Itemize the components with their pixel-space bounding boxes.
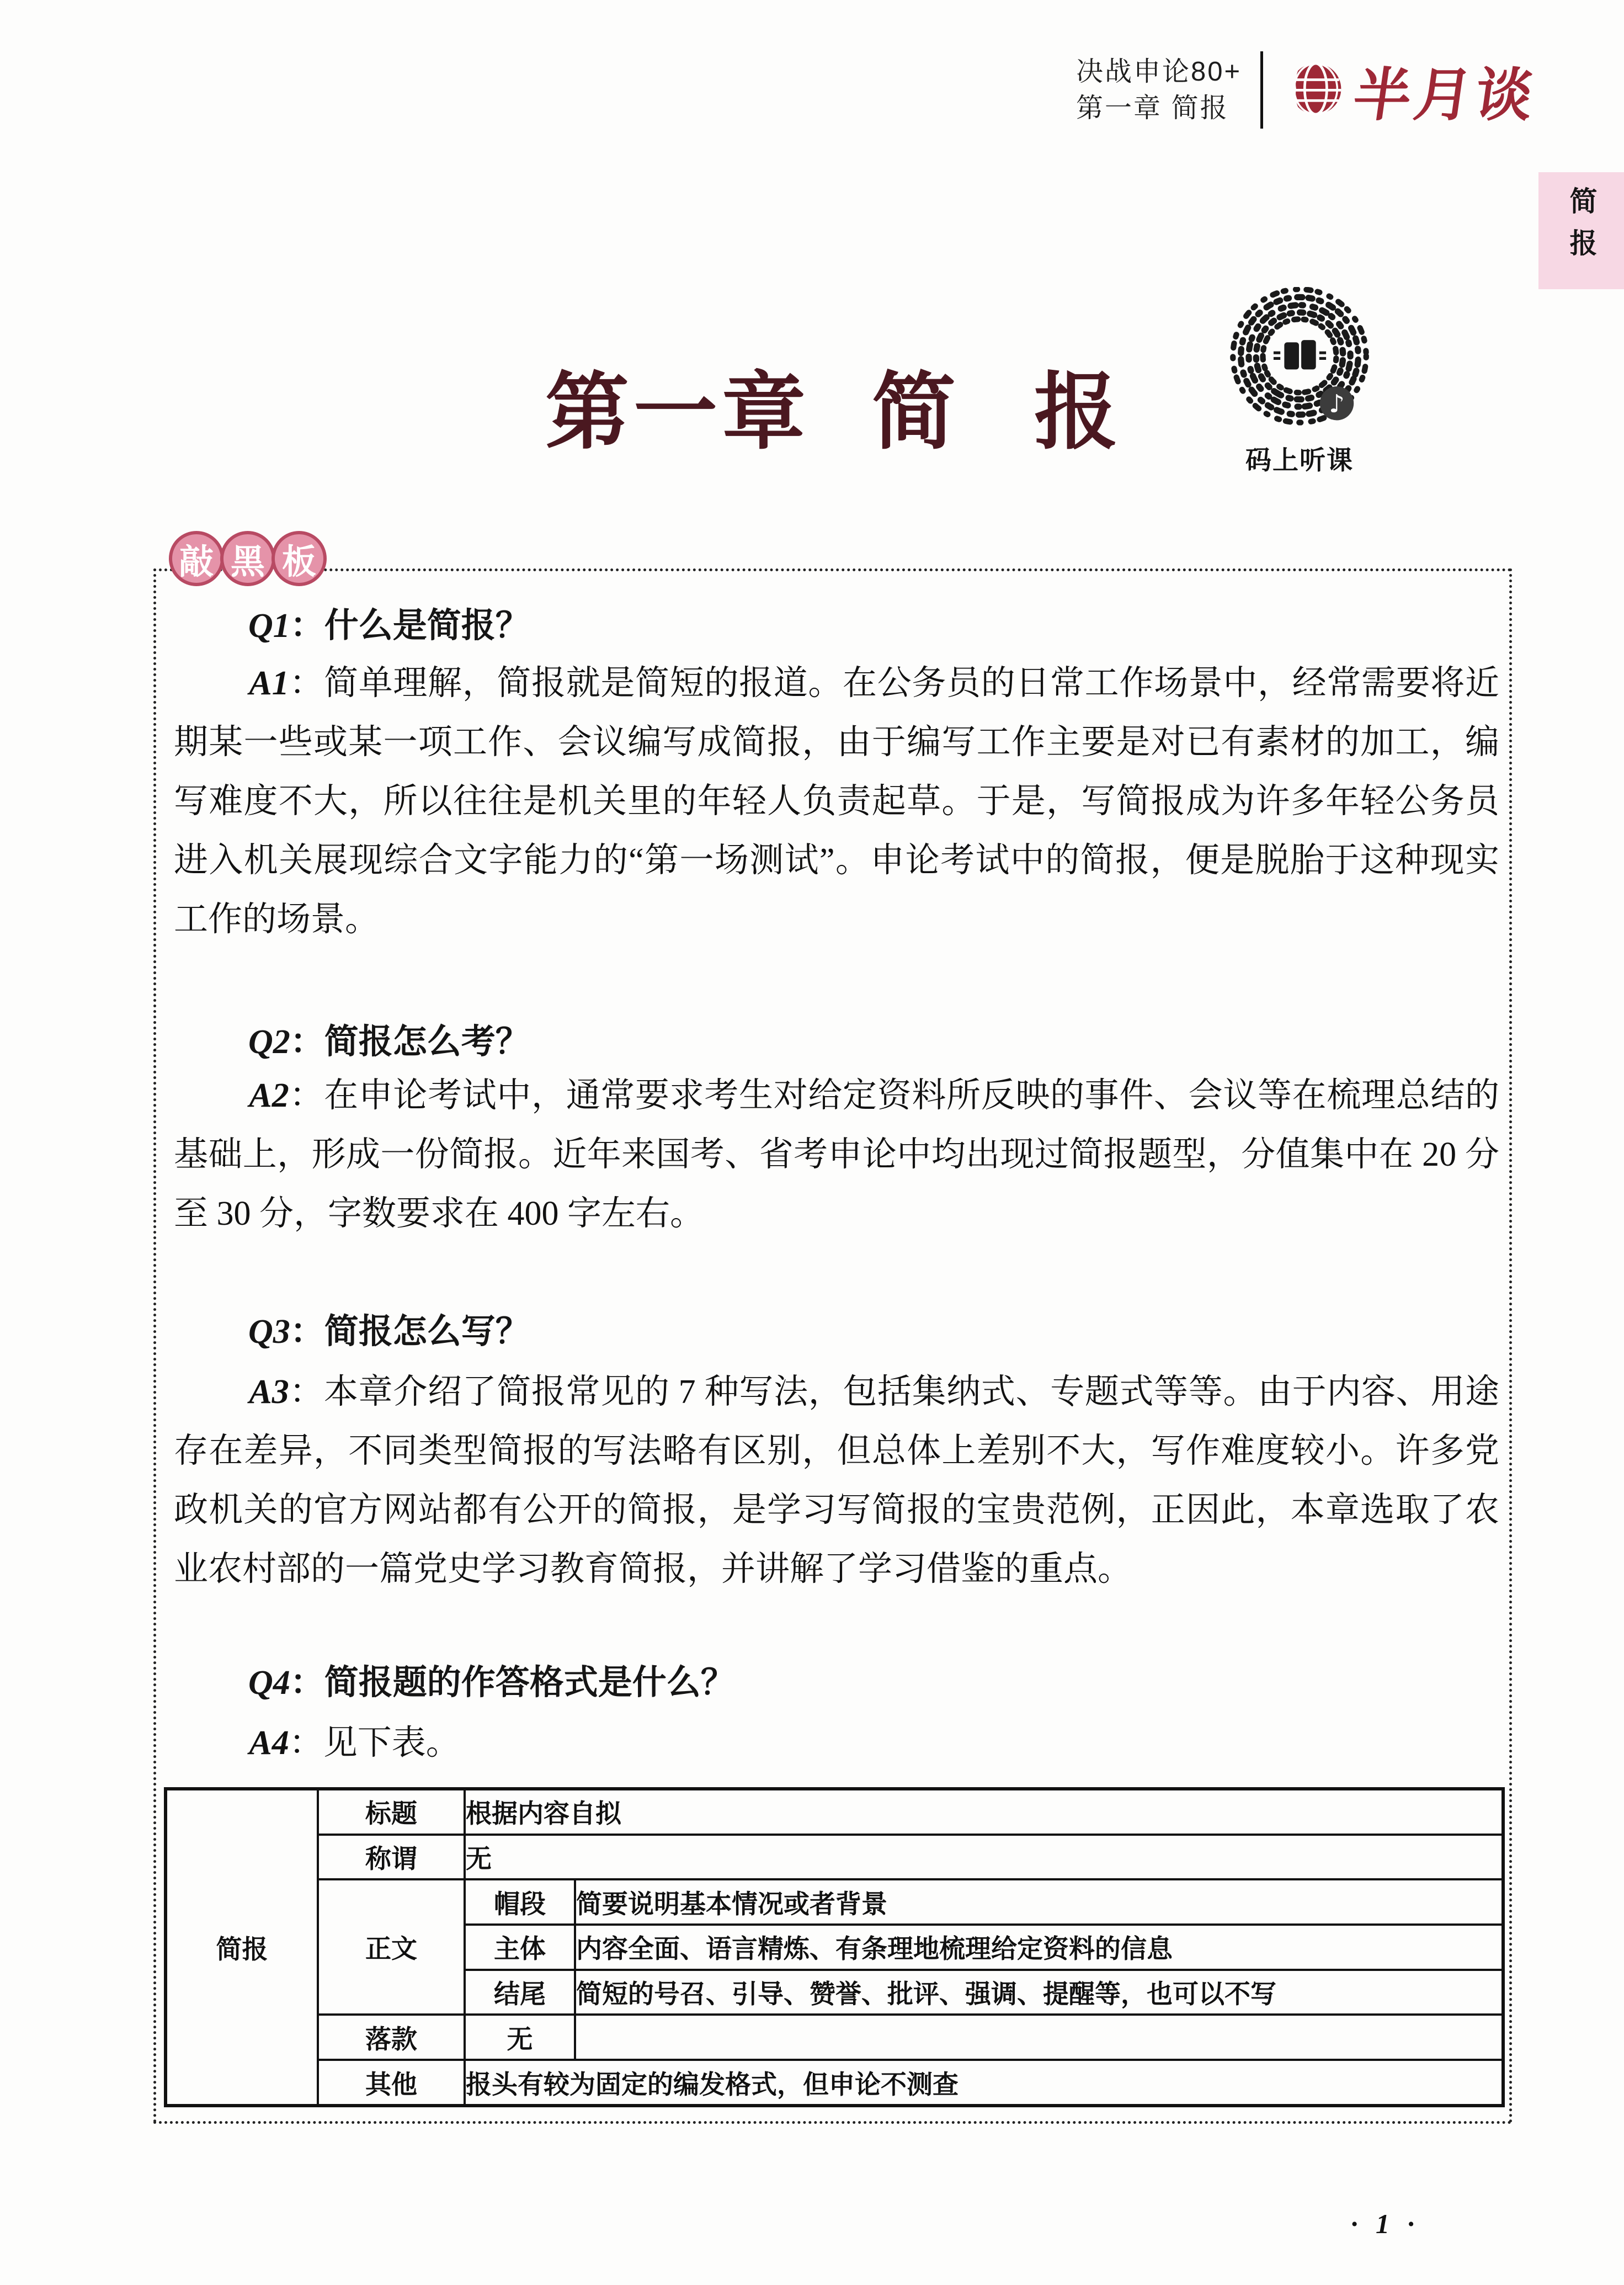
cell-title-label: 标题: [318, 1789, 465, 1835]
answer-4: [174, 1714, 1499, 1773]
cell-signoff-content: 无: [465, 2015, 575, 2060]
a4-text: ：见下表。: [289, 1724, 460, 1762]
badge-circle-2: 黑: [220, 531, 275, 586]
cell-cap-content: 简要说明基本情况或者背景: [575, 1879, 1503, 1925]
answer-2: [174, 1066, 1499, 1244]
globe-icon: [1282, 56, 1347, 124]
chapter-number: 第一章: [545, 366, 810, 459]
a1-text: ：简单理解，简报就是简短的报道。在公务员的日常工作场景中，经常需要将近期某一些或某一项工作、会议编写成简报，由于编写工作主要是对已有素材的加工，编写难度不大，所以往往是机关里的年轻人负责起草。于是，写简报成为许多年轻公务员进入机关展现综合文字能力的“第一场测试”。申论考试中的简报，便是脱胎于这种现实工作的场景。: [174, 665, 1499, 938]
a3-text: ：本章介绍了简报常见的 7 种写法，包括集纳式、专题式等等。由于内容、用途存在差异，不同类型简报的写法略有区别，但总体上差别不大，写作难度较小。许多党政机关的官方网站都有公开的简报，是学习写简报的宝贵范例，正因此，本章选取了农业农村部的一篇党史学习教育简报，并讲解了学习借鉴的重点。: [174, 1373, 1499, 1588]
q2-label: Q2: [248, 1023, 290, 1061]
cell-salutation-content: 无: [465, 1835, 1503, 1880]
header-chapter-title: 第一章 简报: [1076, 93, 1229, 123]
brand-name: 半月谈: [1349, 64, 1541, 127]
chapter-side-tab: [1538, 172, 1624, 289]
cell-main-content: 内容全面、语言精炼、有条理地梳理给定资料的信息: [575, 1925, 1503, 1970]
cell-signoff-label: 落款: [318, 2015, 465, 2060]
table-row-signoff: [166, 2015, 1503, 2060]
answer-3: [174, 1363, 1499, 1599]
cell-other-content: 报头有较为固定的编发格式，但申论不测查: [465, 2060, 1503, 2106]
qr-caption: 码上听课: [1245, 445, 1354, 475]
brand-logo: [1282, 49, 1541, 131]
cell-end-label: 结尾: [465, 1970, 575, 2015]
a3-label: A3: [249, 1373, 289, 1411]
table-row-title: [166, 1789, 1503, 1835]
cell-main-label: 主体: [465, 1925, 575, 1970]
header-divider: [1260, 51, 1263, 129]
q4-text: ：简报题的作答格式是什么？: [290, 1664, 735, 1702]
q4-label: Q4: [248, 1664, 290, 1702]
question-3: [248, 1302, 530, 1362]
table-row-body-cap: [166, 1879, 1503, 1925]
qa-content-box: [153, 568, 1512, 2124]
a1-label: A1: [249, 665, 289, 702]
format-table-wrap: [164, 1787, 1505, 2107]
a2-text: ：在申论考试中，通常要求考生对给定资料所反映的事件、会议等在梳理总结的基础上，形成一份简报。近年来国考、省考申论中均出现过简报题型，分值集中在 20 分至 30 分，字数要求在 400 字左右。: [174, 1077, 1499, 1232]
table-row-other: [166, 2060, 1503, 2106]
q3-label: Q3: [248, 1313, 290, 1351]
table-row-salutation: [166, 1835, 1503, 1880]
question-1: [248, 596, 530, 656]
briefing-format-table: [164, 1787, 1505, 2107]
a4-label: A4: [249, 1724, 289, 1762]
cell-signoff-blank: [575, 2015, 1503, 2060]
cell-salutation-label: 称谓: [318, 1835, 465, 1880]
cell-other-label: 其他: [318, 2060, 465, 2106]
question-4: [248, 1653, 735, 1713]
q2-text: ：简报怎么考？: [290, 1023, 530, 1061]
cell-cap-label: 帽段: [465, 1879, 575, 1925]
answer-1: [174, 654, 1499, 949]
page-number: · 1 ·: [1351, 2208, 1420, 2239]
svg-text:♪: ♪: [1329, 389, 1345, 419]
qr-code-block: [1226, 287, 1373, 477]
chapter-title: [545, 366, 1118, 459]
chapter-name-char-1: 简: [872, 366, 956, 459]
header-series-title: 决战申论80+: [1076, 57, 1242, 87]
question-2: [248, 1012, 530, 1072]
cell-body-label: 正文: [318, 1879, 465, 2015]
cell-end-content: 简短的号召、引导、赞誉、批评、强调、提醒等，也可以不写: [575, 1970, 1503, 2015]
side-tab-label: 简报: [1566, 187, 1597, 270]
q1-label: Q1: [248, 607, 290, 645]
q3-text: ：简报怎么写？: [290, 1312, 530, 1351]
chapter-name-char-2: 报: [1034, 366, 1118, 459]
q1-text: ：什么是简报？: [290, 607, 530, 645]
header-text-block: [1076, 54, 1242, 126]
knock-blackboard-badge: [169, 531, 323, 586]
a2-label: A2: [249, 1077, 289, 1114]
page-header: [1076, 49, 1541, 131]
badge-circle-3: 板: [271, 531, 327, 586]
qr-code-icon: [1226, 389, 1373, 436]
cell-group-label: 简报: [166, 1789, 318, 2106]
badge-circle-1: 敲: [169, 531, 224, 586]
cell-title-content: 根据内容自拟: [465, 1789, 1503, 1835]
